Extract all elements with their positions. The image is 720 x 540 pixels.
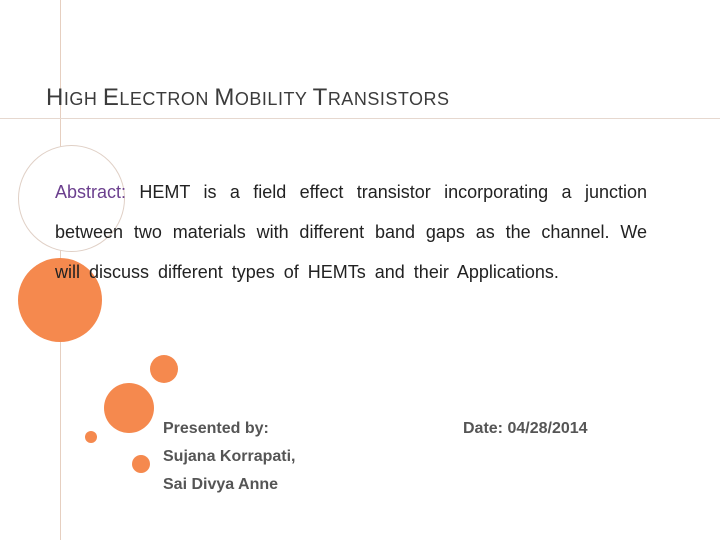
presenter-name: Sujana Korrapati, [163,448,296,465]
title-rest: IGH [63,89,98,109]
date-label: Date: 04/28/2014 [463,420,588,437]
title-initial: E [102,84,120,111]
title-rest: LECTRON [119,89,209,109]
presenters-block [163,415,295,499]
decorative-tiny-circle [132,455,150,473]
title-initial: T [312,84,328,111]
abstract-text: HEMT is a field effect transistor incorporating a junction between two materials with different band gaps as the channel. We will discuss different types of HEMTs and their Applications. [55,182,647,282]
decorative-small-circle [150,355,178,383]
decorative-dot-circle [85,431,97,443]
presented-by-label: Presented by: [163,420,269,437]
presenter-name: Sai Divya Anne [163,476,279,493]
slide-title [46,84,450,112]
title-rest: RANSISTORS [327,89,450,109]
title-initial: H [46,84,64,111]
title-initial: M [214,84,235,111]
title-rest: OBILITY [234,89,308,109]
abstract-label: Abstract: [55,182,127,202]
decorative-medium-circle [104,383,154,433]
abstract-paragraph [55,172,647,292]
title-rule [0,118,720,119]
